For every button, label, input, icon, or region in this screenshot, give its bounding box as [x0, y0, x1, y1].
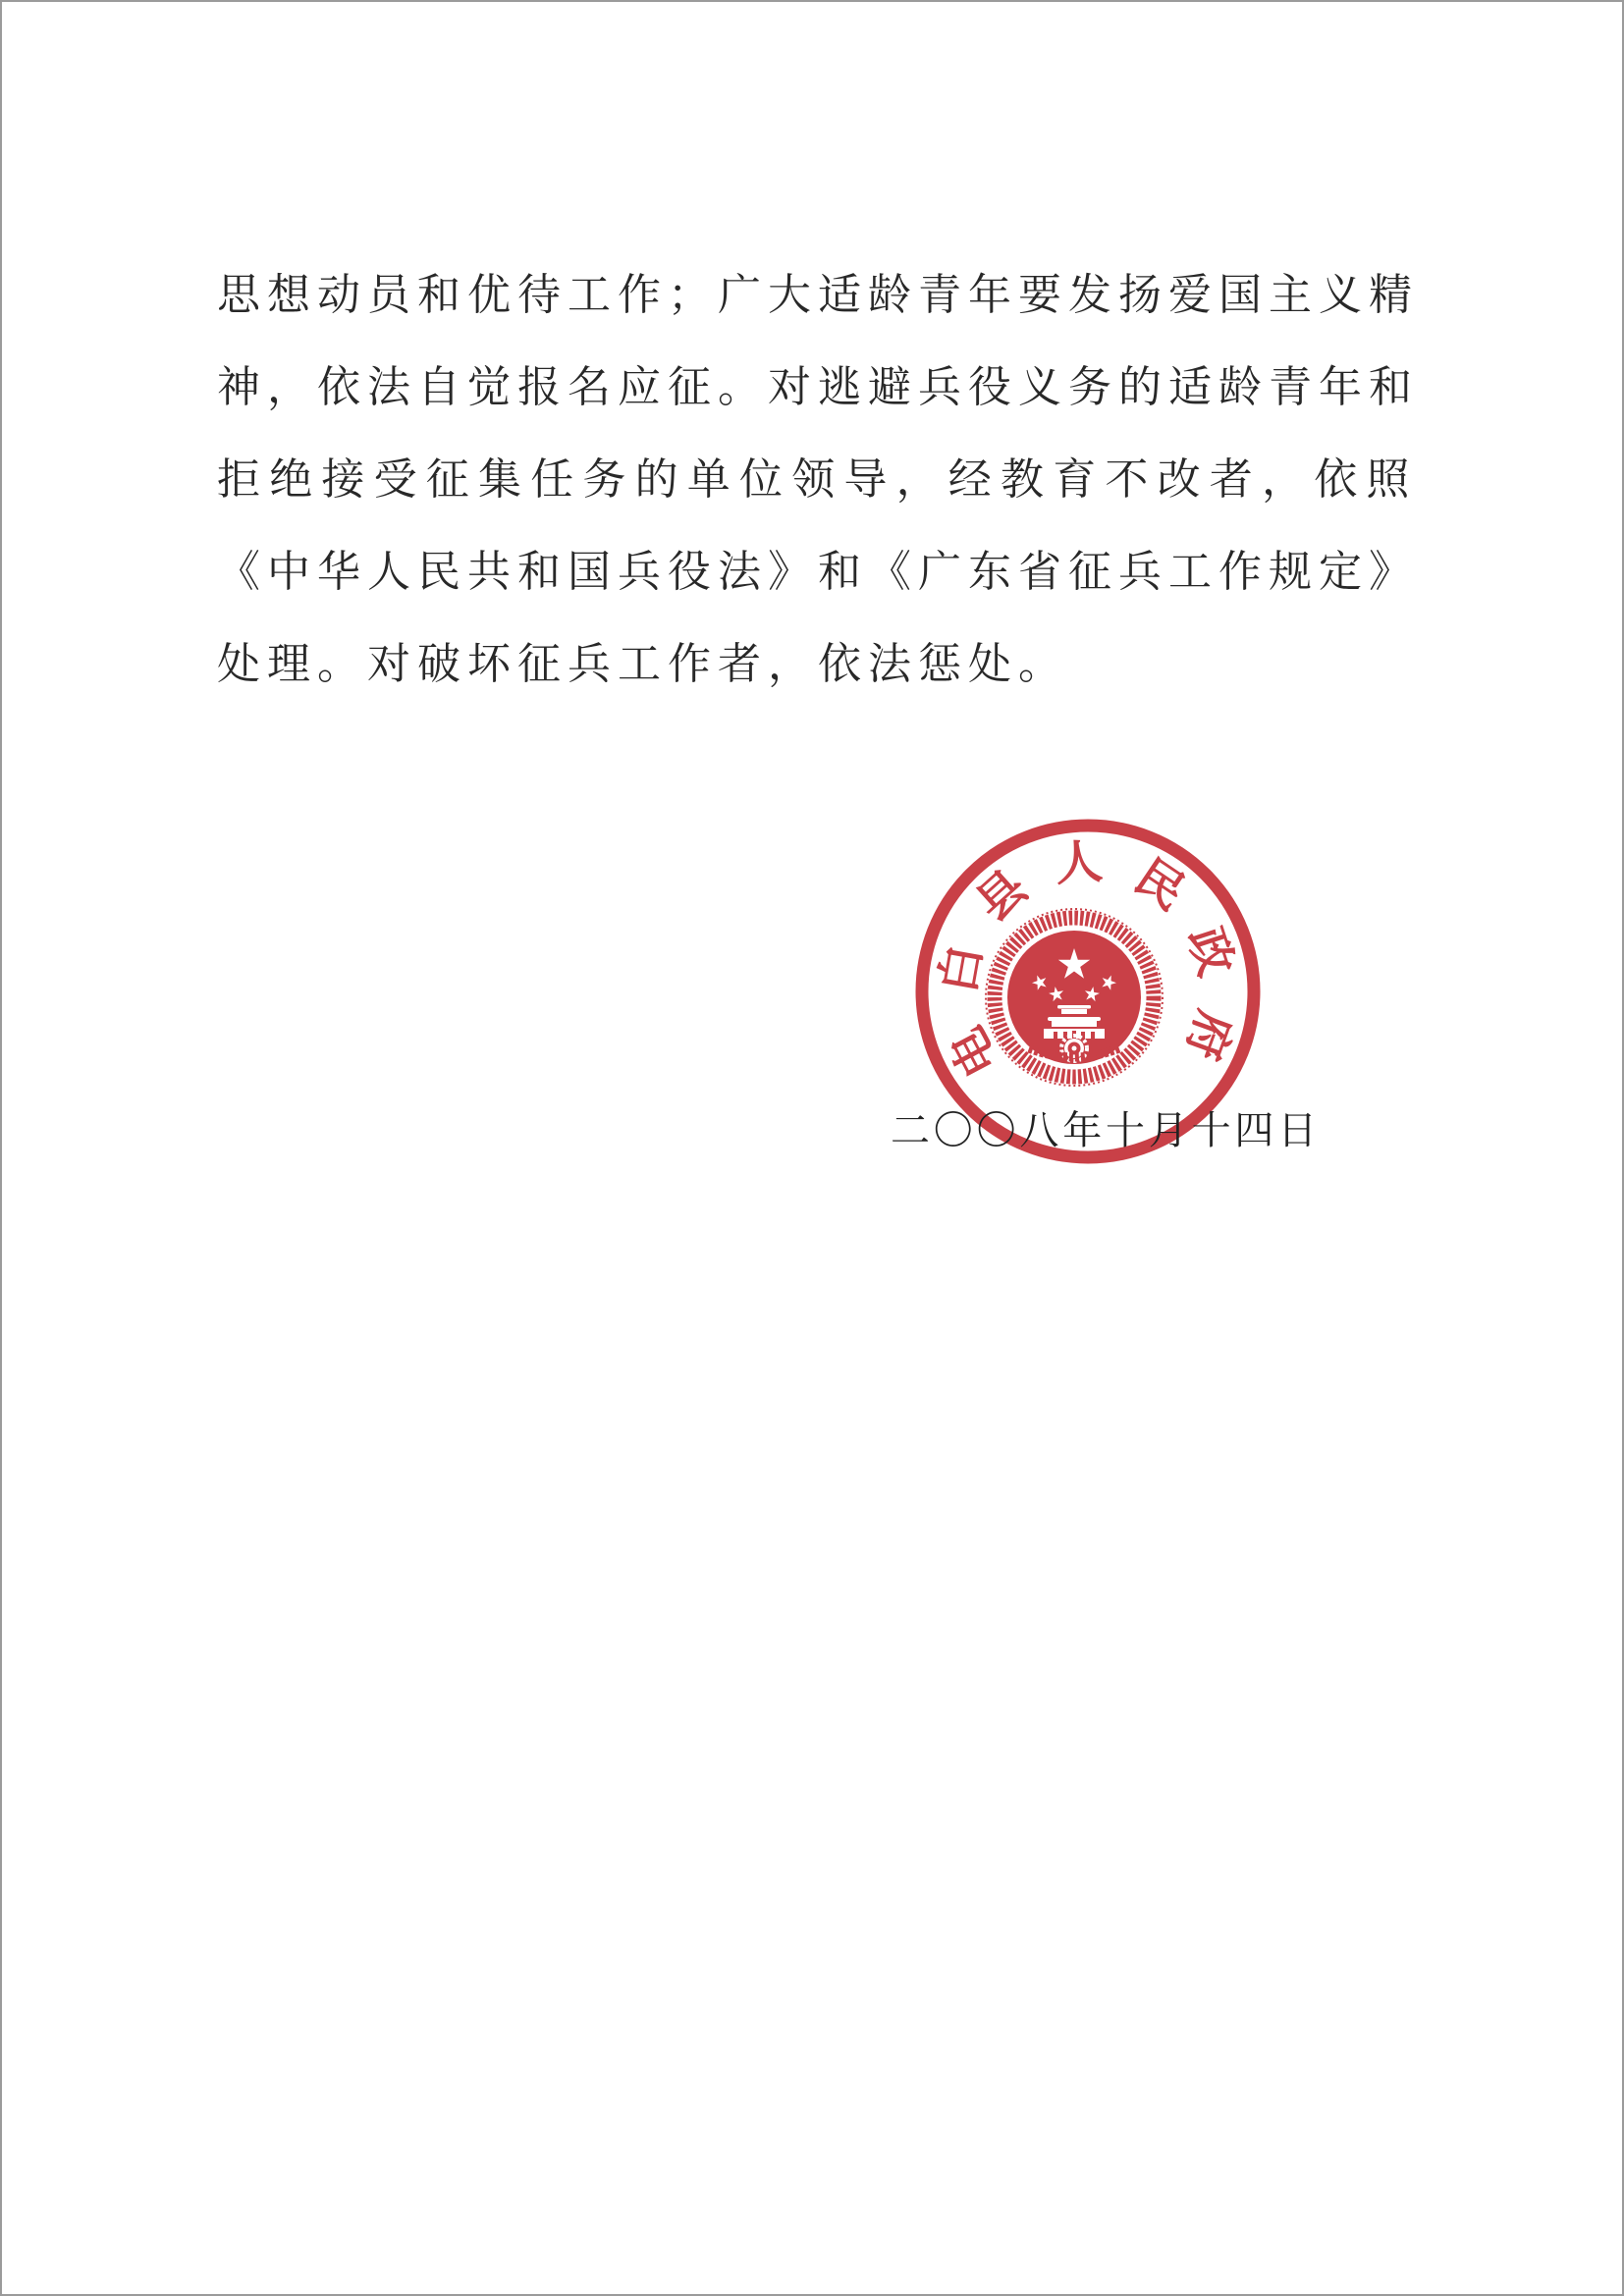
date-line: 二〇〇八年十月十四日 — [891, 1108, 1321, 1152]
body-text-line-5: 处理。对破坏征兵工作者，依法惩处。 — [217, 640, 1068, 688]
body-text-line-2: 神，依法自觉报名应征。对逃避兵役义务的适龄青年和 — [217, 363, 1419, 411]
national-emblem-icon — [986, 909, 1163, 1086]
body-text-line-4: 《中华人民共和国兵役法》和《广东省征兵工作规定》 — [217, 548, 1419, 596]
seal-text-char: 府 — [1175, 1004, 1241, 1067]
seal-text-char: 民 — [1125, 850, 1194, 921]
body-text-line-3: 拒绝接受征集任务的单位领导，经教育不改者，依照 — [217, 455, 1419, 504]
seal-text-char: 政 — [1177, 921, 1242, 983]
seal-text-char: 人 — [1054, 835, 1105, 891]
seal-text-char: 电 — [941, 1018, 1009, 1085]
body-text-block — [217, 249, 1419, 711]
body-text-line-1: 思想动员和优待工作；广大适龄青年要发扬爱国主义精 — [217, 271, 1419, 319]
seal-text-char: 白 — [932, 941, 992, 997]
seal-text-char: 县 — [967, 861, 1038, 932]
